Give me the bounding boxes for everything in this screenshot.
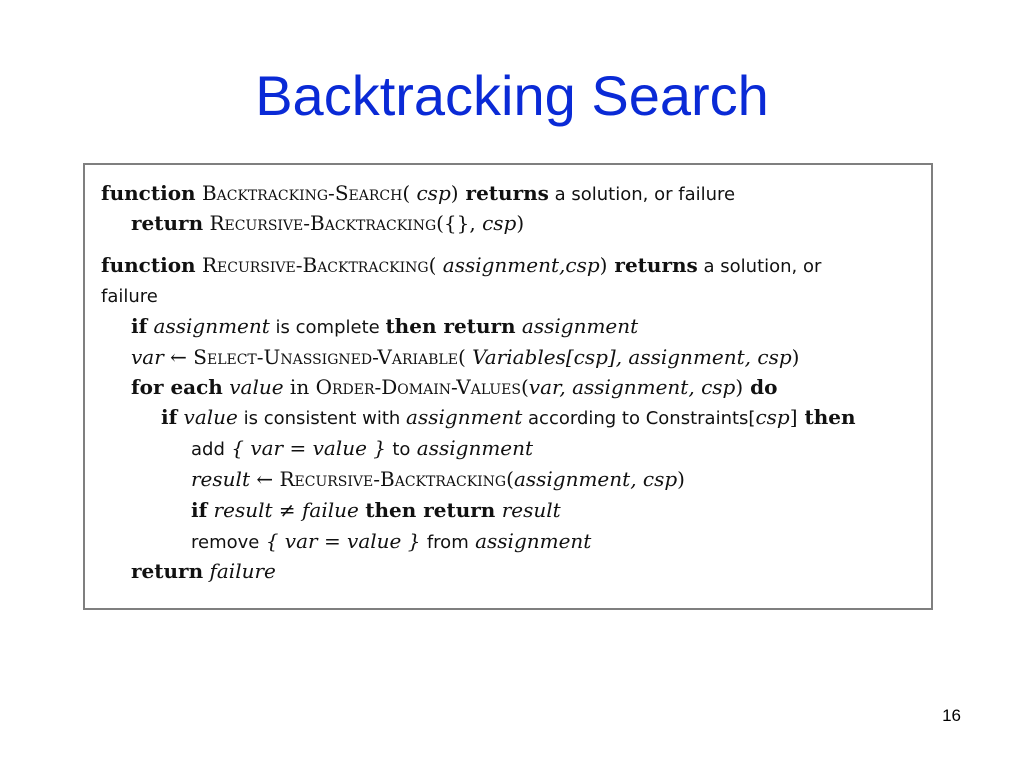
close-bracket: ] — [789, 405, 798, 429]
variable: assignment — [406, 405, 523, 429]
close-paren: ) — [677, 467, 685, 491]
condition-text: is complete — [269, 317, 386, 338]
pseudocode-line-2 — [131, 209, 524, 237]
variable: value — [222, 375, 284, 399]
arguments: Variables[csp], assignment, csp — [472, 345, 792, 369]
keyword-returns: returns — [607, 253, 698, 277]
keyword-if: if — [161, 405, 178, 429]
arguments: var, assignment, csp — [528, 375, 736, 399]
return-description: a solution, or — [697, 256, 822, 277]
slide-title: Backtracking Search — [255, 64, 769, 127]
keyword-if: if — [131, 314, 148, 338]
variable: failure — [203, 559, 276, 583]
variable: var — [131, 345, 164, 369]
close-paren: ) — [516, 211, 525, 235]
close-paren: ) — [791, 345, 800, 369]
keyword-then-return: then return — [365, 498, 496, 522]
keyword-then-return: then return — [385, 314, 516, 338]
return-description-continued: failure — [101, 286, 158, 307]
keyword-do: do — [743, 375, 778, 399]
argument: csp — [410, 181, 451, 205]
variable: assignment — [468, 529, 592, 553]
function-name: Order-Domain-Values — [315, 375, 521, 399]
action-text: add — [191, 439, 225, 460]
function-name: Recursive-Backtracking — [203, 211, 437, 235]
pseudocode-line-4 — [101, 281, 158, 311]
keyword-in: in — [283, 375, 316, 399]
pseudocode-line-6 — [131, 343, 799, 371]
algorithm-box — [83, 163, 933, 610]
open-paren: ( — [457, 345, 473, 369]
expression: result ≠ failue — [207, 498, 366, 522]
variable: assignment — [147, 314, 270, 338]
keyword-return: return — [131, 211, 204, 235]
close-paren: ) — [450, 181, 459, 205]
expression: { var = value } — [259, 529, 427, 553]
keyword-function: function — [101, 253, 196, 277]
close-paren: ) — [599, 253, 608, 277]
condition-text: according to Constraints[ — [522, 408, 756, 429]
function-name: Select-Unassigned-Variable — [193, 345, 458, 369]
pseudocode-line-10 — [191, 465, 685, 493]
variable: result — [191, 467, 250, 491]
return-description: a solution, or failure — [548, 184, 736, 205]
expression: { var = value } — [224, 436, 393, 460]
pseudocode-line-5 — [131, 312, 638, 342]
assignment-arrow: ← — [249, 467, 280, 491]
keyword-for-each: for each — [131, 375, 223, 399]
assignment-arrow: ← — [163, 345, 194, 369]
condition-text: is consistent with — [237, 408, 407, 429]
function-name: Recursive-Backtracking — [279, 467, 507, 491]
open-paren: ( — [506, 467, 514, 491]
keyword-function: function — [101, 181, 196, 205]
pseudocode-line-8 — [161, 403, 856, 433]
variable: value — [177, 405, 238, 429]
variable: assignment — [515, 314, 639, 338]
keyword-if: if — [191, 498, 208, 522]
keyword-then: then — [797, 405, 856, 429]
action-text: to — [392, 439, 411, 460]
open-paren: ( — [402, 181, 411, 205]
variable: assignment — [410, 436, 534, 460]
pseudocode-line-12 — [191, 527, 591, 557]
action-text: from — [426, 532, 469, 553]
close-paren: ) — [735, 375, 744, 399]
arguments: ({}, — [436, 211, 483, 235]
function-name: Recursive-Backtracking — [195, 253, 429, 277]
pseudocode-line-9 — [191, 434, 533, 464]
open-paren: ( — [520, 375, 529, 399]
pseudocode-line-7 — [131, 373, 777, 401]
pseudocode-line-3 — [101, 251, 821, 281]
variable: result — [495, 498, 561, 522]
open-paren: ( — [428, 253, 443, 277]
pseudocode-line-13 — [131, 557, 276, 585]
argument: csp — [482, 211, 517, 235]
action-text: remove — [191, 532, 260, 553]
pseudocode-line-11 — [191, 496, 561, 524]
arguments: assignment,csp — [442, 253, 600, 277]
arguments: assignment, csp — [513, 467, 678, 491]
function-name: Backtracking-Search — [201, 181, 403, 205]
keyword-returns: returns — [458, 181, 549, 205]
pseudocode-line-1 — [101, 179, 735, 209]
variable: csp — [755, 405, 790, 429]
keyword-return: return — [131, 559, 204, 583]
page-number: 16 — [942, 706, 961, 725]
